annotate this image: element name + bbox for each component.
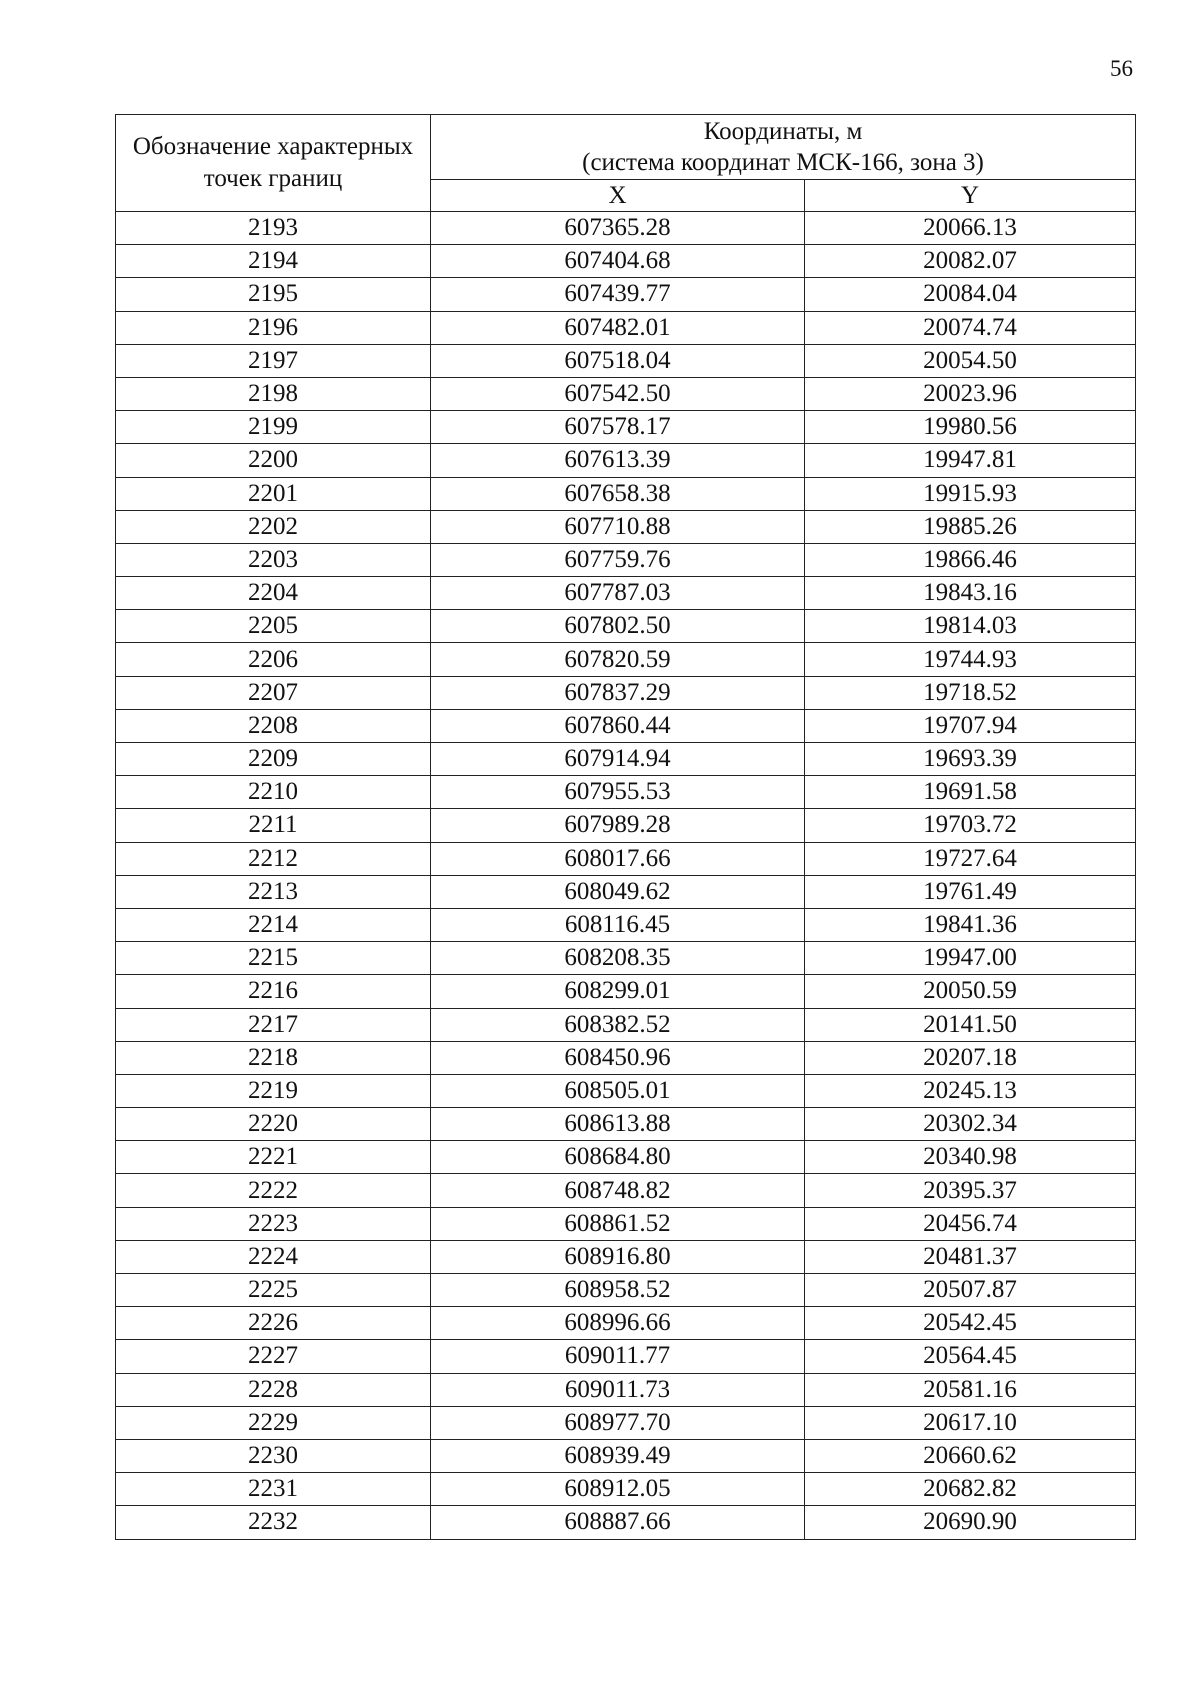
point-designation-cell: 2212 bbox=[116, 842, 431, 875]
y-coordinate-cell: 20682.82 bbox=[805, 1473, 1136, 1506]
x-coordinate-cell: 607837.29 bbox=[431, 676, 805, 709]
x-coordinate-cell: 607759.76 bbox=[431, 543, 805, 576]
table-row bbox=[116, 377, 1136, 410]
x-coordinate-cell: 607439.77 bbox=[431, 278, 805, 311]
table-row bbox=[116, 510, 1136, 543]
x-coordinate-cell: 609011.77 bbox=[431, 1340, 805, 1373]
y-coordinate-cell: 20340.98 bbox=[805, 1141, 1136, 1174]
point-designation-cell: 2217 bbox=[116, 1008, 431, 1041]
y-coordinate-cell: 20581.16 bbox=[805, 1373, 1136, 1406]
x-coordinate-cell: 608017.66 bbox=[431, 842, 805, 875]
y-coordinate-cell: 20481.37 bbox=[805, 1240, 1136, 1273]
table-row bbox=[116, 1041, 1136, 1074]
table-row bbox=[116, 776, 1136, 809]
y-coordinate-cell: 19885.26 bbox=[805, 510, 1136, 543]
x-coordinate-cell: 607802.50 bbox=[431, 610, 805, 643]
y-coordinate-cell: 19843.16 bbox=[805, 577, 1136, 610]
table-row bbox=[116, 1406, 1136, 1439]
y-coordinate-cell: 20066.13 bbox=[805, 212, 1136, 245]
x-coordinate-cell: 608116.45 bbox=[431, 908, 805, 941]
x-coordinate-cell: 608916.80 bbox=[431, 1240, 805, 1273]
y-coordinate-cell: 19707.94 bbox=[805, 709, 1136, 742]
table-row bbox=[116, 1240, 1136, 1273]
y-coordinate-cell: 19915.93 bbox=[805, 477, 1136, 510]
table-row bbox=[116, 1439, 1136, 1472]
y-coordinate-cell: 19841.36 bbox=[805, 908, 1136, 941]
point-designation-cell: 2193 bbox=[116, 212, 431, 245]
point-designation-cell: 2194 bbox=[116, 245, 431, 278]
y-coordinate-cell: 20054.50 bbox=[805, 344, 1136, 377]
x-coordinate-cell: 608748.82 bbox=[431, 1174, 805, 1207]
y-column-header: Y bbox=[805, 180, 1136, 212]
table-row bbox=[116, 311, 1136, 344]
y-coordinate-cell: 19718.52 bbox=[805, 676, 1136, 709]
table-row bbox=[116, 577, 1136, 610]
y-coordinate-cell: 20084.04 bbox=[805, 278, 1136, 311]
x-coordinate-cell: 608977.70 bbox=[431, 1406, 805, 1439]
y-coordinate-cell: 20207.18 bbox=[805, 1041, 1136, 1074]
table-row bbox=[116, 212, 1136, 245]
point-designation-cell: 2195 bbox=[116, 278, 431, 311]
x-coordinate-cell: 607542.50 bbox=[431, 377, 805, 410]
table-row bbox=[116, 842, 1136, 875]
point-designation-cell: 2197 bbox=[116, 344, 431, 377]
table-row bbox=[116, 643, 1136, 676]
y-coordinate-cell: 19703.72 bbox=[805, 809, 1136, 842]
point-designation-cell: 2214 bbox=[116, 908, 431, 941]
y-coordinate-cell: 20023.96 bbox=[805, 377, 1136, 410]
table-row bbox=[116, 1141, 1136, 1174]
table-row bbox=[116, 610, 1136, 643]
table-row bbox=[116, 975, 1136, 1008]
table-row bbox=[116, 743, 1136, 776]
point-designation-cell: 2211 bbox=[116, 809, 431, 842]
header-row-1 bbox=[116, 115, 1136, 180]
table-row bbox=[116, 1373, 1136, 1406]
x-coordinate-cell: 607578.17 bbox=[431, 411, 805, 444]
point-designation-cell: 2200 bbox=[116, 444, 431, 477]
table-row bbox=[116, 477, 1136, 510]
page-number: 56 bbox=[1110, 56, 1133, 81]
x-coordinate-cell: 608887.66 bbox=[431, 1506, 805, 1539]
point-designation-cell: 2224 bbox=[116, 1240, 431, 1273]
y-coordinate-cell: 19693.39 bbox=[805, 743, 1136, 776]
x-coordinate-cell: 608861.52 bbox=[431, 1207, 805, 1240]
x-coordinate-cell: 608208.35 bbox=[431, 942, 805, 975]
point-designation-cell: 2228 bbox=[116, 1373, 431, 1406]
y-coordinate-cell: 20245.13 bbox=[805, 1074, 1136, 1107]
y-coordinate-cell: 19947.00 bbox=[805, 942, 1136, 975]
table-row bbox=[116, 709, 1136, 742]
x-coordinate-cell: 608049.62 bbox=[431, 875, 805, 908]
y-coordinate-cell: 19866.46 bbox=[805, 543, 1136, 576]
x-coordinate-cell: 608450.96 bbox=[431, 1041, 805, 1074]
x-coordinate-cell: 607914.94 bbox=[431, 743, 805, 776]
table-row bbox=[116, 543, 1136, 576]
point-designation-cell: 2213 bbox=[116, 875, 431, 908]
point-designation-cell: 2196 bbox=[116, 311, 431, 344]
table-row bbox=[116, 1340, 1136, 1373]
table-row bbox=[116, 1506, 1136, 1539]
point-designation-cell: 2199 bbox=[116, 411, 431, 444]
table-row bbox=[116, 1108, 1136, 1141]
point-designation-cell: 2222 bbox=[116, 1174, 431, 1207]
table-row bbox=[116, 1473, 1136, 1506]
table-body bbox=[116, 212, 1136, 1540]
x-coordinate-cell: 608505.01 bbox=[431, 1074, 805, 1107]
x-coordinate-cell: 607710.88 bbox=[431, 510, 805, 543]
y-coordinate-cell: 19691.58 bbox=[805, 776, 1136, 809]
point-designation-cell: 2203 bbox=[116, 543, 431, 576]
y-coordinate-cell: 20395.37 bbox=[805, 1174, 1136, 1207]
point-designation-cell: 2201 bbox=[116, 477, 431, 510]
table-header bbox=[116, 115, 1136, 212]
point-designation-cell: 2230 bbox=[116, 1439, 431, 1472]
table-row bbox=[116, 676, 1136, 709]
x-coordinate-cell: 608382.52 bbox=[431, 1008, 805, 1041]
y-coordinate-cell: 19761.49 bbox=[805, 875, 1136, 908]
table-row bbox=[116, 245, 1136, 278]
point-designation-cell: 2204 bbox=[116, 577, 431, 610]
table-row bbox=[116, 1207, 1136, 1240]
point-designation-cell: 2198 bbox=[116, 377, 431, 410]
table-row bbox=[116, 1307, 1136, 1340]
y-coordinate-cell: 20050.59 bbox=[805, 975, 1136, 1008]
table-row bbox=[116, 809, 1136, 842]
y-coordinate-cell: 20690.90 bbox=[805, 1506, 1136, 1539]
y-coordinate-cell: 20141.50 bbox=[805, 1008, 1136, 1041]
y-coordinate-cell: 19727.64 bbox=[805, 842, 1136, 875]
table-row bbox=[116, 1274, 1136, 1307]
table-row bbox=[116, 942, 1136, 975]
table-row bbox=[116, 444, 1136, 477]
y-coordinate-cell: 20456.74 bbox=[805, 1207, 1136, 1240]
table-row bbox=[116, 411, 1136, 444]
table-row bbox=[116, 1074, 1136, 1107]
point-designation-cell: 2206 bbox=[116, 643, 431, 676]
x-coordinate-cell: 607482.01 bbox=[431, 311, 805, 344]
table-row bbox=[116, 1008, 1136, 1041]
table-row bbox=[116, 278, 1136, 311]
x-coordinate-cell: 608958.52 bbox=[431, 1274, 805, 1307]
point-designation-cell: 2210 bbox=[116, 776, 431, 809]
point-designation-cell: 2231 bbox=[116, 1473, 431, 1506]
y-coordinate-cell: 20082.07 bbox=[805, 245, 1136, 278]
x-coordinate-cell: 607820.59 bbox=[431, 643, 805, 676]
x-coordinate-cell: 607658.38 bbox=[431, 477, 805, 510]
point-designation-cell: 2219 bbox=[116, 1074, 431, 1107]
table-row bbox=[116, 344, 1136, 377]
point-designation-cell: 2232 bbox=[116, 1506, 431, 1539]
x-coordinate-cell: 607365.28 bbox=[431, 212, 805, 245]
point-designation-cell: 2225 bbox=[116, 1274, 431, 1307]
x-coordinate-cell: 607955.53 bbox=[431, 776, 805, 809]
y-coordinate-cell: 19980.56 bbox=[805, 411, 1136, 444]
x-coordinate-cell: 608684.80 bbox=[431, 1141, 805, 1174]
x-coordinate-cell: 608613.88 bbox=[431, 1108, 805, 1141]
point-designation-cell: 2227 bbox=[116, 1340, 431, 1373]
y-coordinate-cell: 19814.03 bbox=[805, 610, 1136, 643]
point-designation-cell: 2223 bbox=[116, 1207, 431, 1240]
x-coordinate-cell: 607989.28 bbox=[431, 809, 805, 842]
y-coordinate-cell: 20542.45 bbox=[805, 1307, 1136, 1340]
x-coordinate-cell: 608996.66 bbox=[431, 1307, 805, 1340]
point-designation-cell: 2229 bbox=[116, 1406, 431, 1439]
designation-header: Обозначение характерных точек границ bbox=[116, 115, 431, 212]
y-coordinate-cell: 20660.62 bbox=[805, 1439, 1136, 1472]
y-coordinate-cell: 20564.45 bbox=[805, 1340, 1136, 1373]
x-coordinate-cell: 608912.05 bbox=[431, 1473, 805, 1506]
table-row bbox=[116, 908, 1136, 941]
point-designation-cell: 2209 bbox=[116, 743, 431, 776]
y-coordinate-cell: 20507.87 bbox=[805, 1274, 1136, 1307]
point-designation-cell: 2226 bbox=[116, 1307, 431, 1340]
point-designation-cell: 2208 bbox=[116, 709, 431, 742]
coordinates-header bbox=[431, 115, 1136, 180]
x-column-header: X bbox=[431, 180, 805, 212]
y-coordinate-cell: 20302.34 bbox=[805, 1108, 1136, 1141]
x-coordinate-cell: 608939.49 bbox=[431, 1439, 805, 1472]
y-coordinate-cell: 19947.81 bbox=[805, 444, 1136, 477]
point-designation-cell: 2218 bbox=[116, 1041, 431, 1074]
x-coordinate-cell: 607404.68 bbox=[431, 245, 805, 278]
y-coordinate-cell: 20617.10 bbox=[805, 1406, 1136, 1439]
point-designation-cell: 2215 bbox=[116, 942, 431, 975]
x-coordinate-cell: 607613.39 bbox=[431, 444, 805, 477]
x-coordinate-cell: 607860.44 bbox=[431, 709, 805, 742]
point-designation-cell: 2220 bbox=[116, 1108, 431, 1141]
point-designation-cell: 2216 bbox=[116, 975, 431, 1008]
coordinates-table bbox=[115, 114, 1136, 1540]
x-coordinate-cell: 607787.03 bbox=[431, 577, 805, 610]
point-designation-cell: 2207 bbox=[116, 676, 431, 709]
coordinate-system-label: (система координат МСК-166, зона 3) bbox=[582, 149, 984, 176]
y-coordinate-cell: 20074.74 bbox=[805, 311, 1136, 344]
table-row bbox=[116, 875, 1136, 908]
coordinates-header-title: Координаты, м bbox=[703, 118, 863, 145]
point-designation-cell: 2205 bbox=[116, 610, 431, 643]
x-coordinate-cell: 609011.73 bbox=[431, 1373, 805, 1406]
x-coordinate-cell: 607518.04 bbox=[431, 344, 805, 377]
table-row bbox=[116, 1174, 1136, 1207]
x-coordinate-cell: 608299.01 bbox=[431, 975, 805, 1008]
point-designation-cell: 2202 bbox=[116, 510, 431, 543]
y-coordinate-cell: 19744.93 bbox=[805, 643, 1136, 676]
point-designation-cell: 2221 bbox=[116, 1141, 431, 1174]
